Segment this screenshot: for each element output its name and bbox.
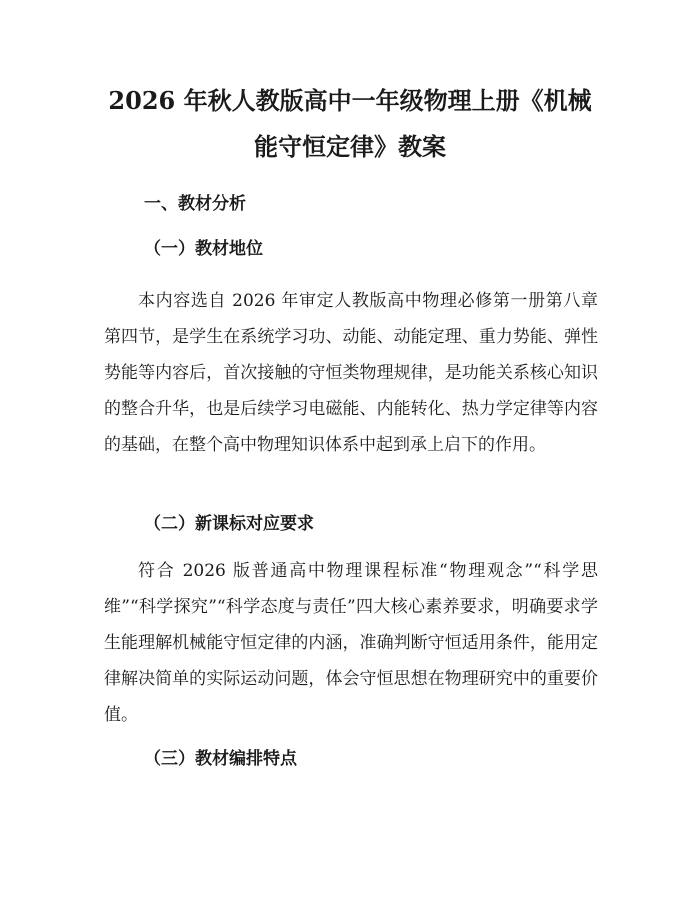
subsection-heading-textbook-arrangement: （三）教材编排特点 xyxy=(144,749,297,769)
subsection-heading-curriculum-requirements: （二）新课标对应要求 xyxy=(144,514,314,534)
subsection-heading-textbook-position: （一）教材地位 xyxy=(144,239,263,259)
section-heading-textbook-analysis: 一、教材分析 xyxy=(144,194,246,214)
document-title-line-1: 2026 年秋人教版高中一年级物理上册《机械 xyxy=(108,86,592,115)
paragraph-curriculum-requirements: 符合 2026 版普通高中物理课程标准“物理观念”“科学思维”“科学探究”“科学态度与责任”四大核心素养要求，明确要求学生能理解机械能守恒定律的内涵，准确判断守恒适用条件，能用定律解决简单的实际运动问题，体会守恒思想在物理研究中的重要价值。 xyxy=(104,561,598,725)
document-title-line-2: 能守恒定律》教案 xyxy=(254,132,446,161)
paragraph-textbook-position: 本内容选自 2026 年审定人教版高中物理必修第一册第八章第四节，是学生在系统学习功、动能、动能定理、重力势能、弹性势能等内容后，首次接触的守恒类物理规律，是功能关系核心知识的整合升华，也是后续学习电磁能、内能转化、热力学定律等内容的基础，在整个高中物理知识体系中起到承上启下的作用。 xyxy=(104,291,598,455)
